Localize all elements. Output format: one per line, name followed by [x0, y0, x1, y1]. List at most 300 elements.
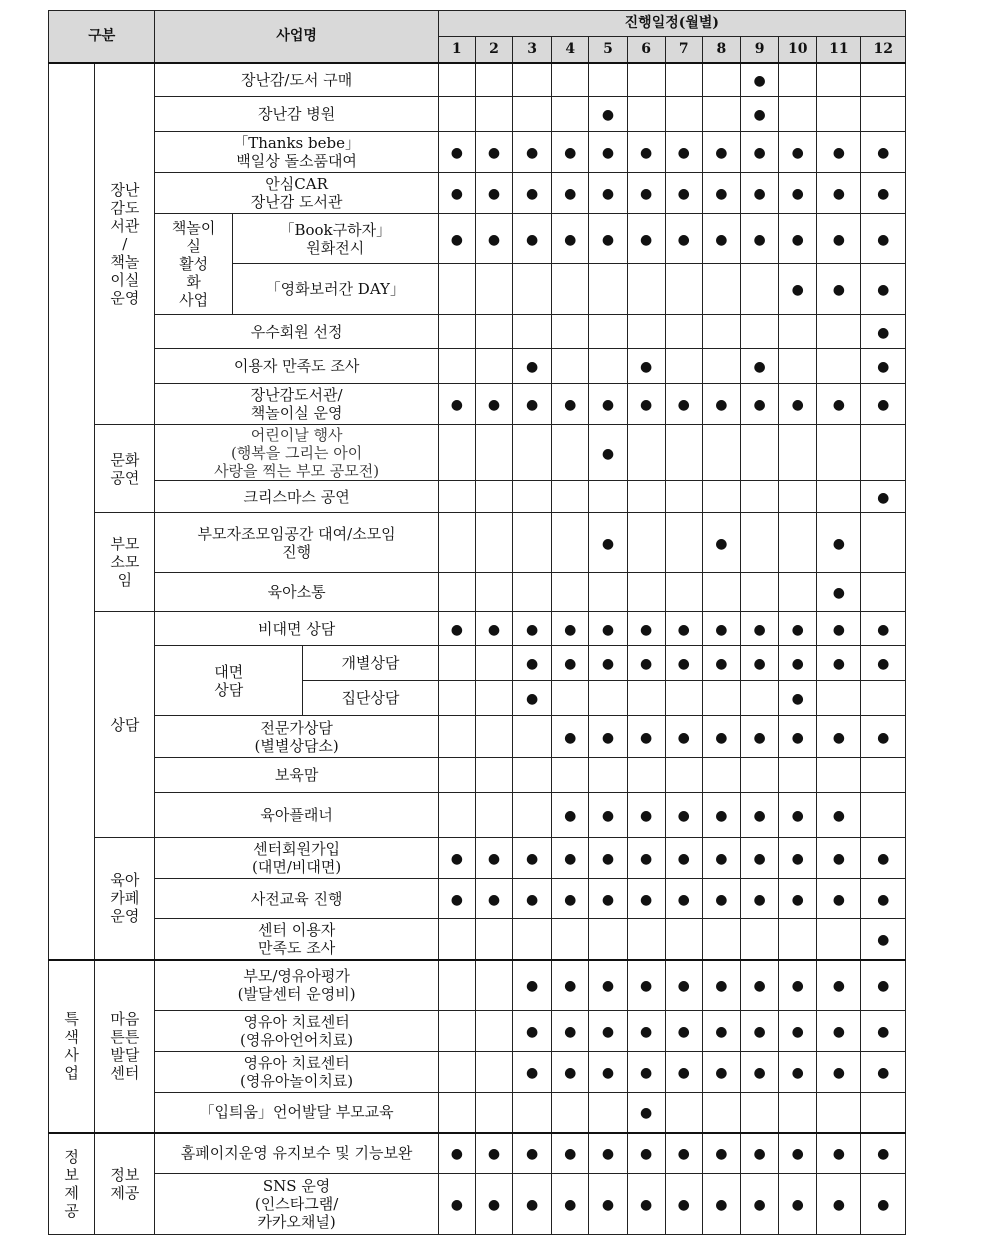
schedule-dot: ● [715, 145, 728, 161]
schedule-cell [475, 425, 512, 481]
schedule-cell [627, 513, 665, 573]
schedule-dot: ● [753, 656, 766, 672]
schedule-cell-active [817, 1052, 861, 1093]
schedule-cell [702, 315, 740, 349]
schedule-cell-active [702, 1174, 740, 1235]
schedule-dot: ● [601, 445, 615, 462]
schedule-dot: ● [601, 891, 615, 908]
schedule-cell-active [552, 793, 589, 838]
schedule-cell [817, 315, 861, 349]
schedule-cell [627, 681, 665, 716]
schedule-cell [552, 513, 589, 573]
schedule-cell-active [438, 1133, 475, 1174]
schedule-cell-active [627, 214, 665, 264]
schedule-dot: ● [639, 621, 653, 638]
category-library: 장난 감도 서관 / 책놀 이실 운영 [95, 63, 155, 425]
schedule-cell [475, 573, 512, 612]
schedule-dot: ● [877, 324, 890, 341]
schedule-cell [861, 63, 906, 97]
schedule-cell-active [861, 646, 906, 681]
schedule-dot: ● [832, 851, 845, 867]
schedule-cell [627, 919, 665, 960]
schedule-cell-active [552, 132, 589, 173]
schedule-cell [665, 349, 702, 384]
schedule-cell [589, 481, 627, 513]
project-label: 「Thanks bebe」 백일상 돌소품대여 [155, 132, 438, 173]
schedule-cell [438, 646, 475, 681]
schedule-dot: ● [715, 1024, 728, 1040]
schedule-cell-active [665, 173, 702, 214]
schedule-cell [702, 264, 740, 315]
schedule-cell [438, 919, 475, 960]
schedule-dot: ● [791, 1197, 804, 1213]
category-cafe: 육아 카페 운영 [95, 838, 155, 960]
schedule-cell [475, 681, 512, 716]
schedule-dot: ● [791, 397, 804, 413]
schedule-cell [438, 716, 475, 758]
schedule-dot: ● [487, 397, 501, 413]
schedule-dot: ● [832, 1146, 845, 1163]
schedule-dot: ● [450, 851, 463, 867]
schedule-cell-active [513, 384, 552, 425]
month-header-12: 12 [861, 37, 906, 63]
schedule-cell-active [702, 716, 740, 758]
schedule-cell-active [861, 838, 906, 879]
schedule-cell-active [665, 879, 702, 919]
schedule-cell-active [627, 716, 665, 758]
schedule-dot: ● [450, 397, 463, 413]
schedule-cell-active [817, 793, 861, 838]
project-label: 집단상담 [303, 681, 439, 716]
schedule-cell-active [627, 173, 665, 214]
schedule-dot: ● [677, 145, 690, 161]
schedule-dot: ● [877, 978, 890, 995]
schedule-cell [817, 97, 861, 132]
schedule-dot: ● [601, 621, 615, 638]
schedule-dot: ● [526, 1197, 539, 1213]
schedule-cell-active [475, 1133, 512, 1174]
schedule-cell [740, 573, 778, 612]
category-heart: 마음 튼튼 발달 센터 [95, 960, 155, 1133]
schedule-dot: ● [564, 231, 577, 248]
schedule-dot: ● [601, 1197, 615, 1213]
schedule-cell-active [702, 513, 740, 573]
schedule-cell-active [475, 612, 512, 646]
schedule-cell-active [817, 573, 861, 612]
schedule-cell [475, 960, 512, 1011]
schedule-dot: ● [677, 1197, 690, 1213]
schedule-cell-active [589, 646, 627, 681]
month-header-8: 8 [702, 37, 740, 63]
schedule-cell [861, 793, 906, 838]
schedule-dot: ● [677, 1065, 690, 1081]
schedule-cell [817, 1093, 861, 1133]
schedule-cell [438, 758, 475, 793]
project-label: 개별상담 [303, 646, 439, 681]
schedule-cell-active [627, 793, 665, 838]
schedule-dot: ● [832, 535, 845, 552]
schedule-cell-active [665, 1133, 702, 1174]
schedule-dot: ● [877, 1197, 890, 1213]
schedule-cell-active [861, 1052, 906, 1093]
schedule-cell-active [702, 1011, 740, 1052]
schedule-cell [475, 63, 512, 97]
schedule-cell-active [589, 384, 627, 425]
schedule-dot: ● [832, 186, 845, 202]
schedule-cell-active [552, 1011, 589, 1052]
schedule-cell-active [861, 214, 906, 264]
schedule-cell [513, 97, 552, 132]
schedule-cell-active [861, 1133, 906, 1174]
schedule-cell-active [740, 646, 778, 681]
schedule-cell [861, 97, 906, 132]
schedule-dot: ● [639, 397, 653, 413]
schedule-cell [627, 481, 665, 513]
schedule-cell-active [552, 838, 589, 879]
header-schedule: 진행일정(월별) [438, 11, 905, 37]
schedule-dot: ● [677, 851, 690, 867]
schedule-cell [817, 63, 861, 97]
schedule-cell-active [627, 960, 665, 1011]
project-label: 「Book구하자」 원화전시 [232, 214, 438, 264]
schedule-dot: ● [601, 145, 615, 161]
project-label: 보육맘 [155, 758, 438, 793]
schedule-dot: ● [715, 891, 728, 908]
schedule-cell-active [817, 716, 861, 758]
schedule-cell-active [817, 264, 861, 315]
schedule-cell [665, 758, 702, 793]
schedule-dot: ● [791, 145, 804, 161]
schedule-cell-active [817, 384, 861, 425]
schedule-cell-active [589, 1174, 627, 1235]
schedule-cell [861, 681, 906, 716]
schedule-cell [627, 573, 665, 612]
schedule-cell-active [438, 132, 475, 173]
schedule-cell-active [589, 425, 627, 481]
schedule-cell [627, 425, 665, 481]
schedule-cell-active [861, 173, 906, 214]
schedule-cell [438, 63, 475, 97]
schedule-dot: ● [677, 1024, 690, 1040]
schedule-cell-active [552, 1052, 589, 1093]
schedule-dot: ● [877, 397, 890, 413]
category-empty-main [49, 63, 95, 960]
schedule-cell-active [513, 681, 552, 716]
schedule-cell-active [861, 960, 906, 1011]
schedule-dot: ● [791, 729, 804, 746]
schedule-cell-active [513, 1174, 552, 1235]
schedule-cell [438, 264, 475, 315]
schedule-dot: ● [639, 978, 653, 995]
schedule-dot: ● [753, 891, 766, 908]
schedule-cell [513, 793, 552, 838]
schedule-cell-active [702, 132, 740, 173]
schedule-dot: ● [753, 1024, 766, 1040]
schedule-cell [513, 1093, 552, 1133]
schedule-cell-active [861, 1174, 906, 1235]
schedule-cell-active [475, 838, 512, 879]
schedule-cell [552, 758, 589, 793]
schedule-cell-active [589, 1052, 627, 1093]
schedule-dot: ● [832, 621, 845, 638]
schedule-cell [513, 315, 552, 349]
project-label: 영유아 치료센터 (영유아언어치료) [155, 1011, 438, 1052]
schedule-dot: ● [601, 656, 615, 672]
schedule-cell-active [552, 646, 589, 681]
schedule-cell [438, 573, 475, 612]
schedule-dot: ● [639, 1197, 653, 1213]
schedule-dot: ● [639, 145, 653, 161]
schedule-cell-active [589, 879, 627, 919]
schedule-dot: ● [639, 1065, 653, 1081]
schedule-cell [702, 349, 740, 384]
schedule-cell [702, 97, 740, 132]
schedule-cell-active [779, 1174, 817, 1235]
schedule-cell-active [475, 173, 512, 214]
schedule-cell [665, 1093, 702, 1133]
schedule-dot: ● [677, 231, 690, 248]
schedule-cell [552, 681, 589, 716]
schedule-dot: ● [639, 656, 653, 672]
schedule-cell [589, 349, 627, 384]
schedule-dot: ● [832, 656, 845, 672]
schedule-dot: ● [753, 1146, 766, 1163]
schedule-dot: ● [832, 978, 845, 995]
schedule-cell [589, 681, 627, 716]
schedule-cell [438, 315, 475, 349]
schedule-dot: ● [639, 231, 653, 248]
schedule-cell [438, 513, 475, 573]
schedule-cell-active [702, 646, 740, 681]
schedule-cell-active [779, 646, 817, 681]
schedule-dot: ● [601, 978, 615, 995]
schedule-dot: ● [877, 282, 890, 298]
schedule-cell [475, 1011, 512, 1052]
schedule-dot: ● [526, 656, 539, 672]
schedule-cell [589, 315, 627, 349]
schedule-dot: ● [753, 359, 766, 375]
schedule-cell-active [589, 1133, 627, 1174]
month-header-7: 7 [665, 37, 702, 63]
schedule-cell [779, 349, 817, 384]
schedule-dot: ● [526, 145, 539, 161]
category-bookroom: 책놀이 실 활성 화 사업 [155, 214, 232, 315]
schedule-dot: ● [877, 186, 890, 202]
schedule-cell-active [475, 1174, 512, 1235]
schedule-cell [861, 425, 906, 481]
schedule-cell-active [665, 838, 702, 879]
schedule-cell-active [861, 264, 906, 315]
schedule-cell-active [740, 1174, 778, 1235]
schedule-dot: ● [753, 851, 766, 867]
schedule-cell [475, 97, 512, 132]
schedule-dot: ● [753, 231, 766, 248]
schedule-cell [475, 315, 512, 349]
schedule-dot: ● [639, 1024, 653, 1040]
schedule-dot: ● [564, 145, 577, 161]
schedule-cell [665, 315, 702, 349]
schedule-cell [438, 960, 475, 1011]
schedule-dot: ● [450, 186, 463, 202]
schedule-cell [552, 97, 589, 132]
schedule-cell [779, 315, 817, 349]
schedule-cell-active [779, 1011, 817, 1052]
schedule-cell [552, 919, 589, 960]
schedule-cell [665, 63, 702, 97]
schedule-cell-active [513, 1052, 552, 1093]
schedule-cell [779, 97, 817, 132]
schedule-dot: ● [564, 891, 577, 908]
project-label: 육아플래너 [155, 793, 438, 838]
project-label: 「영화보러간 DAY」 [232, 264, 438, 315]
schedule-cell [627, 97, 665, 132]
schedule-dot: ● [791, 1146, 804, 1163]
schedule-dot: ● [832, 282, 845, 298]
schedule-cell-active [702, 960, 740, 1011]
schedule-cell-active [665, 716, 702, 758]
project-label: 장난감 병원 [155, 97, 438, 132]
schedule-cell-active [627, 1174, 665, 1235]
project-label: 부모자조모임공간 대여/소모임 진행 [155, 513, 438, 573]
schedule-cell [740, 315, 778, 349]
schedule-cell [779, 1093, 817, 1133]
schedule-cell [740, 758, 778, 793]
schedule-cell [438, 1011, 475, 1052]
schedule-cell-active [438, 838, 475, 879]
schedule-cell-active [702, 612, 740, 646]
schedule-cell-active [627, 1133, 665, 1174]
schedule-cell-active [552, 173, 589, 214]
schedule-cell-active [779, 384, 817, 425]
schedule-cell-active [861, 1011, 906, 1052]
schedule-cell-active [513, 214, 552, 264]
month-header-6: 6 [627, 37, 665, 63]
schedule-dot: ● [877, 1065, 890, 1081]
schedule-dot: ● [564, 1146, 577, 1163]
schedule-dot: ● [877, 621, 890, 638]
schedule-dot: ● [677, 1146, 690, 1163]
schedule-dot: ● [877, 656, 890, 672]
schedule-cell-active [589, 612, 627, 646]
schedule-dot: ● [715, 621, 728, 638]
schedule-cell [475, 481, 512, 513]
schedule-cell-active [627, 879, 665, 919]
schedule-cell-active [861, 879, 906, 919]
schedule-cell [475, 646, 512, 681]
schedule-dot: ● [526, 978, 539, 995]
schedule-dot: ● [715, 978, 728, 995]
schedule-cell-active [627, 646, 665, 681]
schedule-cell [475, 716, 512, 758]
schedule-cell-active [438, 173, 475, 214]
schedule-cell-active [740, 132, 778, 173]
schedule-cell [513, 919, 552, 960]
schedule-cell-active [779, 214, 817, 264]
schedule-dot: ● [791, 282, 804, 298]
header-project: 사업명 [155, 11, 438, 63]
schedule-cell [475, 264, 512, 315]
schedule-cell-active [779, 838, 817, 879]
schedule-cell [702, 919, 740, 960]
schedule-cell [438, 425, 475, 481]
schedule-dot: ● [564, 978, 577, 995]
schedule-cell-active [589, 960, 627, 1011]
schedule-dot: ● [791, 978, 804, 995]
schedule-dot: ● [791, 186, 804, 202]
schedule-cell-active [513, 1133, 552, 1174]
schedule-cell-active [817, 960, 861, 1011]
schedule-dot: ● [715, 808, 728, 824]
schedule-cell [552, 315, 589, 349]
schedule-cell [627, 758, 665, 793]
schedule-cell-active [513, 838, 552, 879]
schedule-cell [740, 919, 778, 960]
schedule-cell [665, 97, 702, 132]
schedule-cell [817, 758, 861, 793]
schedule-cell-active [740, 63, 778, 97]
schedule-dot: ● [753, 397, 766, 413]
schedule-cell-active [589, 1011, 627, 1052]
schedule-cell-active [627, 349, 665, 384]
schedule-dot: ● [601, 535, 615, 552]
schedule-cell-active [665, 214, 702, 264]
schedule-dot: ● [639, 891, 653, 908]
schedule-cell-active [589, 214, 627, 264]
schedule-cell-active [702, 793, 740, 838]
schedule-dot: ● [450, 1146, 463, 1163]
schedule-cell-active [665, 1052, 702, 1093]
schedule-cell-active [779, 1133, 817, 1174]
schedule-dot: ● [832, 145, 845, 161]
schedule-cell-active [702, 1133, 740, 1174]
schedule-dot: ● [564, 1024, 577, 1040]
schedule-cell [513, 513, 552, 573]
schedule-cell [665, 513, 702, 573]
schedule-cell-active [665, 960, 702, 1011]
schedule-cell [552, 349, 589, 384]
schedule-cell [627, 315, 665, 349]
schedule-cell [817, 919, 861, 960]
schedule-dot: ● [526, 359, 539, 375]
schedule-dot: ● [832, 1024, 845, 1040]
schedule-dot: ● [715, 656, 728, 672]
project-label: 육아소통 [155, 573, 438, 612]
schedule-cell-active [552, 1133, 589, 1174]
schedule-cell [702, 1093, 740, 1133]
schedule-dot: ● [677, 186, 690, 202]
schedule-cell [552, 573, 589, 612]
schedule-dot: ● [564, 729, 577, 746]
schedule-dot: ● [450, 231, 463, 248]
schedule-dot: ● [450, 891, 463, 908]
schedule-cell [779, 63, 817, 97]
schedule-dot: ● [601, 231, 615, 248]
schedule-cell-active [779, 793, 817, 838]
schedule-cell [740, 481, 778, 513]
schedule-dot: ● [564, 1197, 577, 1213]
schedule-cell [552, 264, 589, 315]
schedule-dot: ● [487, 1146, 501, 1163]
schedule-cell-active [665, 384, 702, 425]
schedule-cell-active [475, 879, 512, 919]
project-label: 장난감/도서 구매 [155, 63, 438, 97]
schedule-dot: ● [450, 621, 463, 638]
schedule-cell [552, 63, 589, 97]
schedule-cell-active [665, 793, 702, 838]
schedule-dot: ● [791, 656, 804, 672]
schedule-dot: ● [832, 729, 845, 746]
schedule-dot: ● [715, 729, 728, 746]
